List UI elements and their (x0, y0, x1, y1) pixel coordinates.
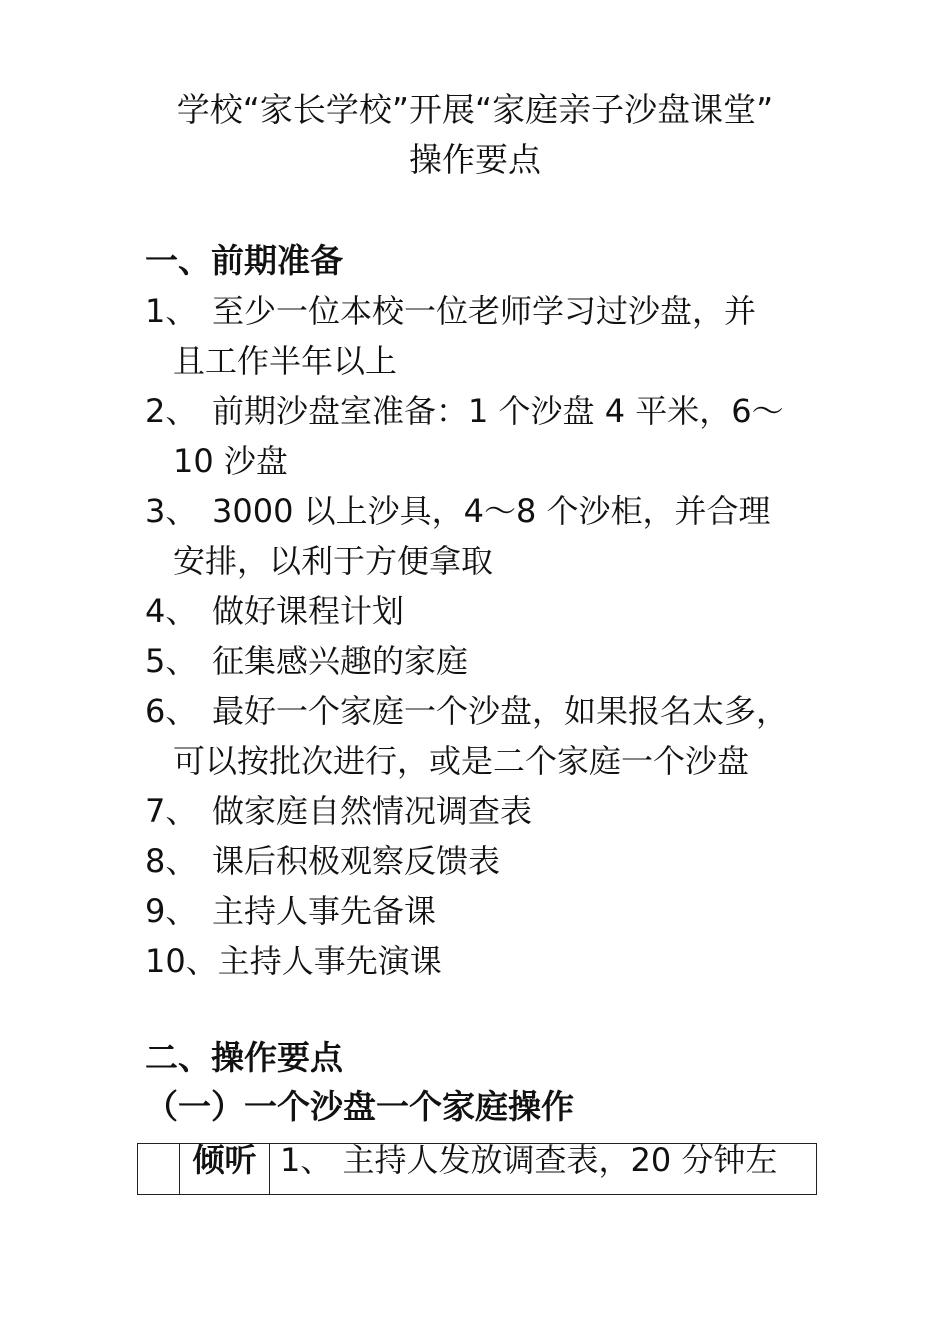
list-item-number: 2、 (145, 392, 198, 430)
list-item-text: 做好课程计划 (212, 592, 405, 630)
list-item-number: 5、 (145, 642, 198, 680)
list-item-number: 1、 (145, 292, 198, 330)
list-item-text: 最好一个家庭一个沙盘，如果报名太多， (212, 692, 789, 730)
list-item-text: 至少一位本校一位老师学习过沙盘，并 (212, 292, 757, 330)
section-heading-preparation: 一、前期准备 (145, 241, 343, 280)
list-item-text-continued: 可以按批次进行，或是二个家庭一个沙盘 (173, 742, 750, 780)
section-heading-operation: 二、操作要点 (145, 1038, 343, 1077)
table-row (138, 1144, 817, 1195)
list-item-text: 课后积极观察反馈表 (212, 842, 501, 880)
document-title-line-1: 学校“家长学校”开展“家庭亲子沙盘课堂” (176, 90, 774, 129)
list-item-text-continued: 且工作半年以上 (173, 342, 398, 380)
subsection-heading: （一）一个沙盘一个家庭操作 (145, 1087, 574, 1126)
list-item-text: 做家庭自然情况调查表 (212, 792, 533, 830)
list-item-text: 征集感兴趣的家庭 (212, 642, 469, 680)
list-item-text-continued: 10 沙盘 (173, 442, 288, 480)
list-item-number: 3、 (145, 492, 198, 530)
list-item-number: 9、 (145, 892, 198, 930)
table-cell-stage: 倾听 (180, 1144, 270, 1195)
operation-table (137, 1143, 817, 1195)
list-item-number: 7、 (145, 792, 198, 830)
list-item-number: 8、 (145, 842, 198, 880)
list-item-number: 6、 (145, 692, 198, 730)
table-cell-index (138, 1144, 180, 1195)
list-item-text-continued: 安排，以利于方便拿取 (173, 542, 494, 580)
list-item-text: 10、主持人事先演课 (145, 942, 442, 980)
list-item-text: 前期沙盘室准备：1 个沙盘 4 平米，6～ (212, 392, 784, 430)
list-item-text: 3000 以上沙具，4～8 个沙柜，并合理 (212, 492, 771, 530)
list-item-number: 4、 (145, 592, 198, 630)
table-cell-content: 1、 主持人发放调查表，20 分钟左 (270, 1144, 817, 1195)
document-title-line-2: 操作要点 (409, 140, 541, 179)
list-item-text: 主持人事先备课 (212, 892, 437, 930)
